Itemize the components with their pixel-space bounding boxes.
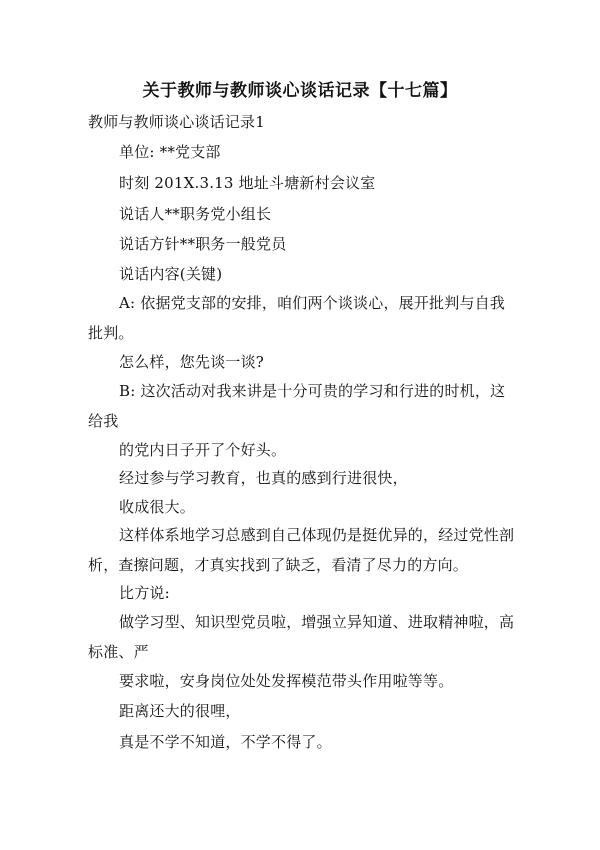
paragraph-gain: 收成很大。 [119, 498, 196, 516]
document-title: 关于教师与教师谈心谈话记录【十七篇】 [142, 81, 458, 101]
paragraph-content-heading: 说话内容(关键) [119, 265, 223, 283]
paragraph-time-place: 时刻 201X.3.13 地址斗塘新村会议室 [119, 174, 376, 192]
paragraph-b-reply: B: 这次活动对我来讲是十分可贵的学习和行进的时机，这给我 [88, 382, 506, 430]
paragraph-distance: 距离还大的很哩， [119, 702, 241, 720]
paragraph-conclusion: 真是不学不知道，不学不得了。 [119, 733, 332, 751]
paragraph-learning-party-member: 做学习型、知识型党员啦，增强立异知道、进取精神啦，高标准、严 [88, 613, 515, 661]
paragraph-a-question: 怎么样，您先谈一谈? [119, 353, 265, 371]
paragraph-a-opening: A: 依据党支部的安排，咱们两个谈谈心，展开批判与自我批判。 [88, 294, 506, 342]
paragraph-self-analysis: 这样体系地学习总感到自己体现仍是挺优异的，经过党性剖析，查擦问题，才真实找到了缺乏，看清了尽力的方向。 [88, 526, 515, 574]
paragraph-requirements: 要求啦，安身岗位处处发挥模范带头作用啦等等。 [119, 672, 454, 690]
paragraph-progress: 经过参与学习教育，也真的感到行进很快， [119, 469, 408, 487]
paragraph-speaker: 说话人**职务党小组长 [119, 205, 272, 223]
paragraph-target: 说话方针**职务一般党员 [119, 235, 287, 253]
paragraph-for-example: 比方说: [119, 584, 170, 602]
record-heading: 教师与教师谈心谈话记录1 [88, 113, 265, 131]
paragraph-b-continued: 的党内日子开了个好头。 [119, 441, 287, 459]
paragraph-unit: 单位: **党支部 [119, 143, 221, 161]
